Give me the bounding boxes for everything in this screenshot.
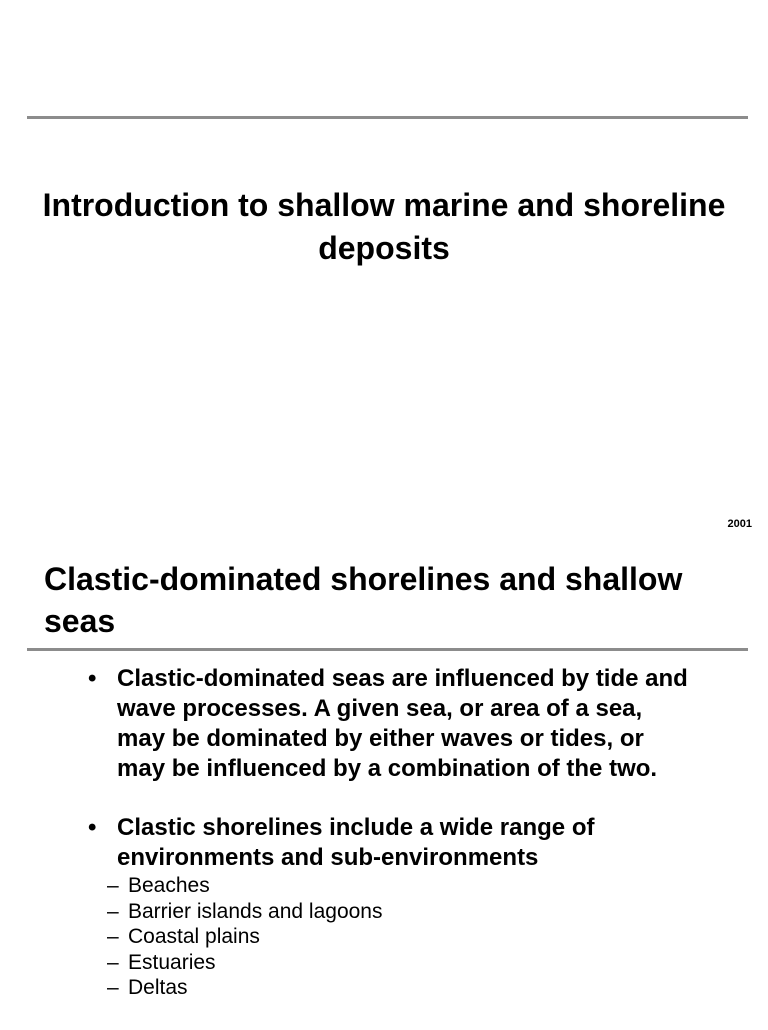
bullet-text: Clastic shorelines include a wide range of environments and sub-environments xyxy=(117,814,595,871)
sub-bullet-text: Coastal plains xyxy=(128,925,260,948)
sub-bullet-text: Beaches xyxy=(128,874,210,897)
section-divider xyxy=(27,648,748,651)
sub-bullet-text: Estuaries xyxy=(128,950,216,974)
bullet-item xyxy=(88,813,688,1001)
section-title: Clastic-dominated shorelines and shallow seas xyxy=(44,561,683,639)
dash-icon: – xyxy=(107,950,119,974)
sub-bullet-item xyxy=(97,873,688,899)
bullet-dot-icon: • xyxy=(88,814,97,841)
sub-bullet-list xyxy=(107,873,688,1001)
sub-bullet-item xyxy=(97,950,688,976)
bullet-list xyxy=(88,664,688,1030)
dash-icon: – xyxy=(107,899,119,923)
slide-top-divider xyxy=(27,116,748,119)
sub-bullet-item xyxy=(97,975,688,1001)
slide-title: Introduction to shallow marine and shoreline deposits xyxy=(42,187,726,266)
bullet-dot-icon: • xyxy=(88,665,97,692)
year-label: 2001 xyxy=(727,518,752,530)
sub-bullet-item xyxy=(97,924,688,950)
sub-bullet-text: Deltas xyxy=(128,976,188,999)
sub-bullet-text: Barrier islands and lagoons xyxy=(128,899,383,923)
dash-icon: – xyxy=(107,976,119,999)
dash-icon: – xyxy=(107,925,119,948)
sub-bullet-item xyxy=(97,899,688,925)
dash-icon: – xyxy=(107,874,119,897)
bullet-item xyxy=(88,664,688,784)
bullet-text: Clastic-dominated seas are influenced by tide and wave processes. A given sea, or area of a sea, may be dominated by either waves or tides, or may be influenced by a combination of the two. xyxy=(117,665,688,782)
